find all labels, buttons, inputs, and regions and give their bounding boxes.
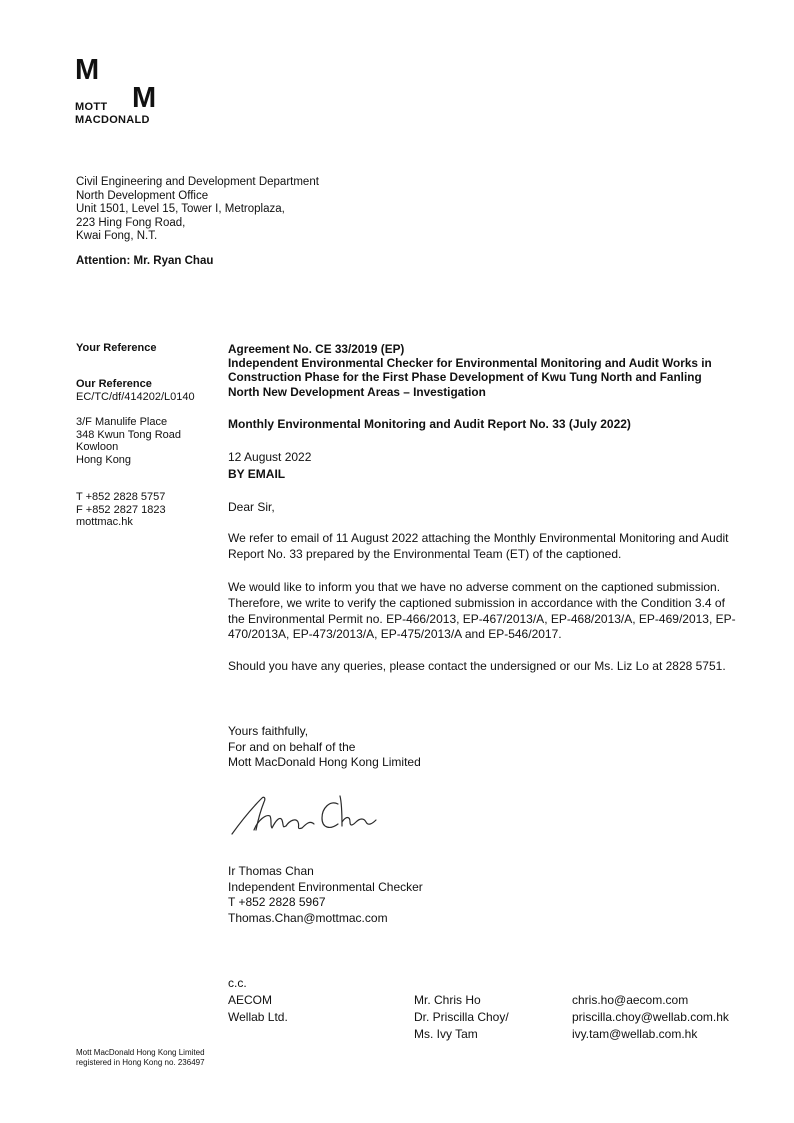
your-reference-label: Your Reference (76, 342, 157, 354)
logo-letter-bottom: M (132, 82, 156, 114)
subject-line: Construction Phase for the First Phase Development of Kwu Tung North and Fanling (228, 370, 702, 385)
sender-address-line: 348 Kwun Tong Road (76, 428, 181, 441)
cc-name: Dr. Priscilla Choy/ (414, 1010, 509, 1024)
closing-line: Mott MacDonald Hong Kong Limited (228, 755, 421, 770)
logo-line-macdonald: MACDONALD (75, 113, 150, 126)
our-reference-label: Our Reference (76, 378, 152, 390)
subject-line: Agreement No. CE 33/2019 (EP) (228, 342, 405, 356)
attention-line: Attention: Mr. Ryan Chau (76, 255, 214, 267)
closing-line: Yours faithfully, (228, 724, 309, 738)
registration-footer (76, 1048, 205, 1067)
cc-companies (228, 975, 288, 1026)
footer-line: Mott MacDonald Hong Kong Limited (76, 1048, 205, 1057)
paragraph-3: Should you have any queries, please contact the undersigned or our Ms. Liz Lo at 2828 5751. (228, 659, 726, 673)
recipient-line: Unit 1501, Level 15, Tower I, Metroplaza, (76, 203, 285, 216)
recipient-line: North Development Office (76, 189, 209, 202)
report-title: Monthly Environmental Monitoring and Audit Report No. 33 (July 2022) (228, 417, 631, 431)
recipient-line: 223 Hing Fong Road, (76, 216, 186, 229)
recipient-line: Kwai Fong, N.T. (76, 230, 158, 243)
handwritten-signature (226, 790, 386, 840)
signatory-email: Thomas.Chan@mottmac.com (228, 910, 388, 925)
signatory-name: Ir Thomas Chan (228, 864, 314, 878)
signatory-block (228, 864, 738, 926)
paragraph-2: We would like to inform you that we have no adverse comment on the captioned submission. Therefore, we write to verify the captioned submission in accordance with the Condition 3.4 of the Environmental Permit no. EP-466/2013, EP-467/2013/A, EP-468/2013/A, EP-469/2013, EP-470/2013A, EP-473/2013/A, EP-475/2013/A and EP-546/2017. (228, 580, 736, 642)
recipient-line: Civil Engineering and Development Department (76, 176, 319, 188)
sender-address-line: Hong Kong (76, 453, 132, 466)
recipient-address (76, 176, 319, 244)
letter-date: 12 August 2022 (228, 450, 312, 464)
cc-names (414, 992, 509, 1043)
sender-address-line: 3/F Manulife Place (76, 416, 168, 428)
company-logo (75, 56, 165, 130)
cc-name: Ms. Ivy Tam (414, 1027, 478, 1041)
sender-address (76, 416, 181, 466)
cc-name: Mr. Chris Ho (414, 993, 481, 1007)
footer-line: registered in Hong Kong no. 236497 (76, 1057, 205, 1067)
subject-line: Independent Environmental Checker for Environmental Monitoring and Audit Works in (228, 356, 712, 371)
closing-block (228, 724, 738, 771)
signatory-telephone: T +852 2828 5967 (228, 895, 326, 910)
salutation: Dear Sir, (228, 500, 275, 514)
paragraph-1: We refer to email of 11 August 2022 attaching the Monthly Environmental Monitoring and Audit Report No. 33 prepared by the Environmental Team (ET) of the captioned. (228, 531, 729, 561)
cc-company: Wellab Ltd. (228, 1010, 288, 1024)
cc-company: AECOM (228, 993, 273, 1007)
signatory-title: Independent Environmental Checker (228, 879, 423, 894)
logo-wordmark (75, 101, 150, 126)
logo-letter-top: M (75, 54, 99, 86)
cc-email: ivy.tam@wellab.com.hk (572, 1027, 698, 1041)
sender-fax: F +852 2827 1823 (76, 503, 166, 516)
cc-emails (572, 992, 729, 1043)
sender-website: mottmac.hk (76, 516, 133, 529)
sender-contact (76, 491, 166, 529)
letter-subject (228, 342, 738, 399)
our-reference-value: EC/TC/df/414202/L0140 (76, 390, 195, 403)
our-reference-block (76, 378, 195, 403)
delivery-method: BY EMAIL (228, 467, 286, 481)
closing-line: For and on behalf of the (228, 739, 356, 754)
sender-telephone: T +852 2828 5757 (76, 491, 166, 503)
cc-label: c.c. (228, 976, 247, 990)
cc-email: priscilla.choy@wellab.com.hk (572, 1010, 729, 1024)
logo-line-mott: MOTT (75, 101, 108, 113)
cc-email: chris.ho@aecom.com (572, 993, 689, 1007)
sender-address-line: Kowloon (76, 441, 119, 454)
subject-line: North New Development Areas – Investigation (228, 384, 486, 399)
